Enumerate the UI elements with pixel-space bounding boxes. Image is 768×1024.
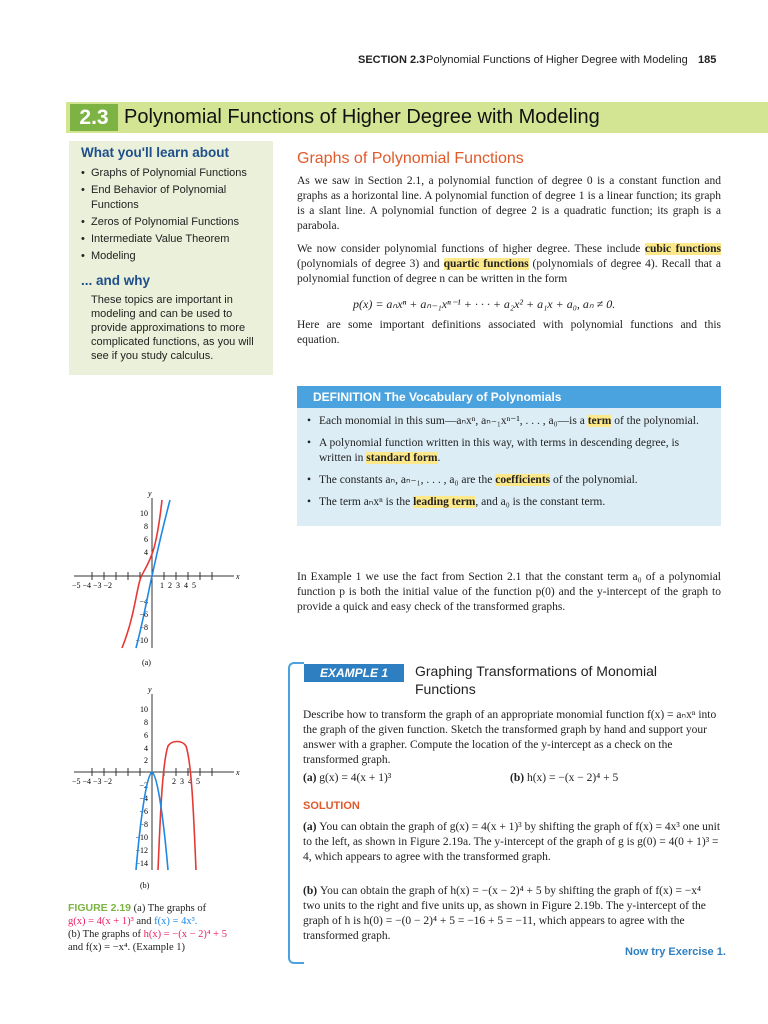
def-text: The constants aₙ, aₙ₋₁, . . . , a₀ are the [319,474,496,486]
graph-a-ytick: −4 [139,597,148,606]
graph-b-ytick: 10 [140,705,148,714]
caption-and-2: and [68,942,84,953]
learn-item: • Modeling [81,249,269,264]
graph-a [64,488,244,668]
def-text: , and a₀ is the constant term. [475,496,606,508]
sol-b-text: You can obtain the graph of h(x) = −(x − 2)⁴ + 5 by shifting the graph of f(x) = −x⁴ two units to the right and five units up, as shown in Figure 2.19b. The y-intercept of the graph of h is h(0) = −(0 − 2)⁴ + 5 = −16 + 5 = −11, which appears to agree with the transformed graph. [303,885,706,942]
graph-b-xticks-pos: 2 3 4 5 [172,777,200,786]
caption-f2: f(x) = −x⁴. (Example 1) [85,942,185,953]
graph-b-ytick: −10 [135,833,148,842]
learn-heading: What you'll learn about [81,145,229,160]
running-header-section: SECTION 2.3 [358,54,426,66]
def-highlight: standard form [366,452,438,464]
graph-b-ytick: −2 [139,781,148,790]
polynomial-formula: p(x) = aₙxⁿ + aₙ₋₁xⁿ⁻¹ + · · · + a₂x² + a₁x + a₀, aₙ ≠ 0. [353,297,616,311]
solution-a [303,820,721,865]
example-title: Graphing Transformations of Monomial Functions [415,663,657,697]
solution-b [303,884,721,944]
graph-a-ytick: 10 [140,509,148,518]
example-intro: Describe how to transform the graph of an appropriate monomial function f(x) = aₙxⁿ into the graph of the given function. Sketch the transformed graph by hand and support your answer with a grapher. Compute the location of the y-intercept as a check on the transformed graph. [303,709,717,766]
graph-b-ytick: −14 [135,859,148,868]
caption-and: and [136,916,152,927]
graph-b-ytick: −4 [139,794,148,803]
graph-b-ytick: −8 [139,820,148,829]
caption-h: h(x) = −(x − 2)⁴ + 5 [143,929,227,940]
def-highlight: leading term [413,496,476,508]
graph-a-ytick: 6 [144,535,148,544]
def-text: The term aₙxⁿ is the [319,496,414,508]
part-a-expr: g(x) = 4(x + 1)³ [319,772,392,784]
graph-b-ytick: −12 [135,846,148,855]
def-text: . [437,452,441,464]
learn-item: • Zeros of Polynomial Functions [81,215,269,230]
def-text: Each monomial in this sum—aₙxⁿ, aₙ₋₁xⁿ⁻¹, . . . , a₀—is a [319,415,588,427]
paragraph-2 [297,242,721,287]
definition-box [297,386,721,526]
para2-text-b: (polynomials of degree 3) and [297,258,444,270]
learn-panel [69,141,273,375]
graph-b-ytick: −6 [139,807,148,816]
learn-item: • Intermediate Value Theorem [81,232,269,247]
graph-a-x-label: x [236,572,240,581]
caption-a: (a) The graphs of [133,903,207,914]
paragraph-1: As we saw in Section 2.1, a polynomial function of degree 0 is a constant function and graphs as a horizontal line. A polynomial function of degree 1 is a linear function; its graph is a slant line. A polynomial function of degree 2 is a quadratic function; its graph is a parabola. [297,175,721,232]
learn-item: • End Behavior of Polynomial Functions [81,183,269,213]
solution-label: SOLUTION [303,800,360,812]
para2-text-c: (polynomials of degree 4). Recall that a polynomial function of degree n can be written in the form [297,258,721,285]
graph-a-sublabel: (a) [142,658,151,667]
graph-b-y-label: y [148,685,152,694]
paragraph-3: Here are some important definitions associated with polynomial functions and this equation. [297,319,721,346]
section-title-bar [66,102,768,133]
graph-a-curve-f [136,500,170,648]
learn-item: • Graphs of Polynomial Functions [81,166,269,181]
graph-b-ytick: 2 [144,756,148,765]
part-b-expr: h(x) = −(x − 2)⁴ + 5 [526,772,619,784]
learn-list [81,166,269,266]
part-b-label: (b) [510,772,525,784]
paragraph-4: In Example 1 we use the fact from Section 2.1 that the constant term a₀ of a polynomial function p is both the initial value of the function p(0) and the y-intercept of the graph to provide a quick and easy check of the transformed graphs. [297,571,721,613]
graph-a-ytick: 4 [144,548,148,557]
graph-b-x-label: x [236,768,240,777]
why-text: These topics are important in modeling and can be used to provide approximations to more complicated functions, as you will see if you study calculus. [91,294,254,362]
def-text: A polynomial function written in this way, with terms in descending degree, is written in [319,437,680,464]
graph-a-ytick: 8 [144,522,148,531]
graph-a-ytick: −10 [135,636,148,645]
running-header [0,54,720,72]
def-text: of the polynomial. [611,415,699,427]
example-label: EXAMPLE 1 [304,664,404,682]
def-text: of the polynomial. [550,474,638,486]
highlight-quartic: quartic functions [443,258,529,270]
figure-caption [68,902,268,954]
def-highlight: term [587,415,612,427]
now-try-exercise: Now try Exercise 1. [625,946,726,958]
example-bracket [288,662,304,964]
graph-a-xticks-pos: 1 2 3 4 5 [160,581,196,590]
graph-a-ytick: −8 [139,623,148,632]
page-number: 185 [698,54,717,66]
graph-a-ytick: −6 [139,610,148,619]
section-title: Polynomial Functions of Higher Degree with Modeling [124,106,600,128]
caption-f: f(x) = 4x³. [154,916,198,927]
graph-b-curve-h [158,742,196,871]
para2-text-a: We now consider polynomial functions of higher degree. These include [297,243,645,255]
graph-a-y-label: y [148,489,152,498]
graphs-heading: Graphs of Polynomial Functions [297,150,524,167]
graph-b-ytick: 4 [144,744,148,753]
definition-title: DEFINITION The Vocabulary of Polynomials [313,390,562,404]
graph-b-ytick: 6 [144,731,148,740]
part-a-label: (a) [303,772,317,784]
example-part-b [510,772,618,784]
graph-a-xticks-neg: −5 −4 −3 −2 [72,581,113,590]
sol-a-label: (a) [303,821,317,833]
graph-b-ytick: 8 [144,718,148,727]
highlight-cubic: cubic functions [644,243,721,255]
why-heading: ... and why [81,273,151,288]
def-highlight: coefficients [495,474,551,486]
section-number: 2.3 [70,104,118,131]
graph-b [64,684,244,894]
sol-a-text: You can obtain the graph of g(x) = 4(x + 1)³ by shifting the graph of f(x) = 4x³ one unit to the left, as shown in Figure 2.19a. The y-intercept of the graph of g is g(0) = 4(0 + 1)³ = 4, which appears to agree with the transformed graph. [303,821,721,863]
definition-item [307,495,707,510]
definition-item [307,414,707,429]
sol-b-label: (b) [303,885,318,897]
caption-g: g(x) = 4(x + 1)³ [68,916,134,927]
graph-b-xticks-neg: −5 −4 −3 −2 [72,777,113,786]
definition-item [307,436,707,466]
definition-item [307,473,707,488]
graph-b-sublabel: (b) [140,881,150,890]
definition-header [297,386,721,408]
running-header-title: Polynomial Functions of Higher Degree with Modeling [426,54,688,66]
figure-label: FIGURE 2.19 [68,902,132,914]
caption-b: (b) The graphs of [68,929,141,940]
definition-list [307,414,707,517]
example-part-a [303,772,391,784]
